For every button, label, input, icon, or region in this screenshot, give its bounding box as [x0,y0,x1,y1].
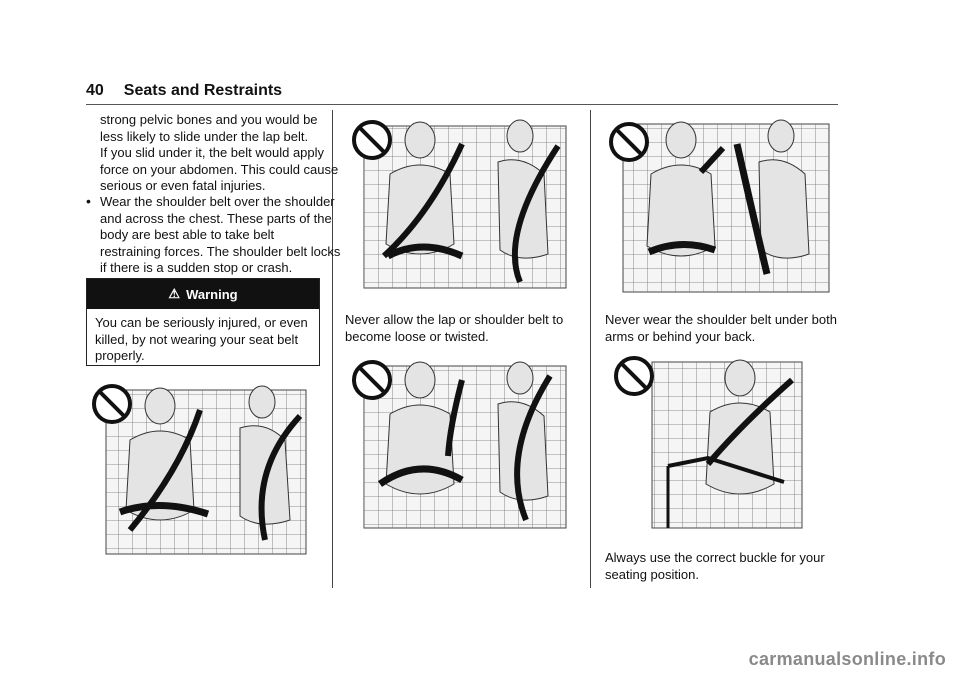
warning-title: Warning [186,286,238,302]
page-number: 40 [86,82,104,99]
illustration-wrong-buckle [612,354,806,530]
bullet-icon: • [86,193,91,209]
bullet-paragraph: Wear the shoulder belt over the shoulder and across the chest. These parts of the body are best able to take belt restraining forces. The shoulder belt locks if there is a sudden stop or crash. [100,194,341,275]
caption-correct-buckle: Always use the correct buckle for your seating position. [605,550,825,582]
illustration-belt-misuse-1 [90,380,310,556]
illustration-belt-misuse-3 [350,356,570,530]
warning-text: You can be seriously injured, or even killed, by not wearing your seat belt properly. [95,315,308,363]
prohibition-icon [611,124,647,160]
warning-box [86,278,320,366]
section-title: Seats and Restraints [123,82,283,99]
page-header [86,82,282,100]
caption-under-arms: Never wear the shoulder belt under both arms or behind your back. [605,312,837,344]
illustration-belt-misuse-2 [350,114,570,290]
watermark: carmanualsonline.info [748,649,946,669]
column-divider-2 [590,110,591,588]
illustration-belt-misuse-4 [605,114,833,294]
caption-loose-twisted: Never allow the lap or shoulder belt to become loose or twisted. [345,312,564,344]
header-rule [86,104,838,105]
warning-header [87,279,319,309]
intro-paragraph: strong pelvic bones and you would be less likely to slide under the lap belt. If you slid under it, the belt would apply force on your abdomen. This could cause serious or even fatal injuries. [100,112,339,193]
prohibition-icon [354,362,390,398]
prohibition-icon [616,358,652,394]
prohibition-icon [354,122,390,158]
prohibition-icon [94,386,130,422]
warning-icon: ⚠ [168,286,181,301]
